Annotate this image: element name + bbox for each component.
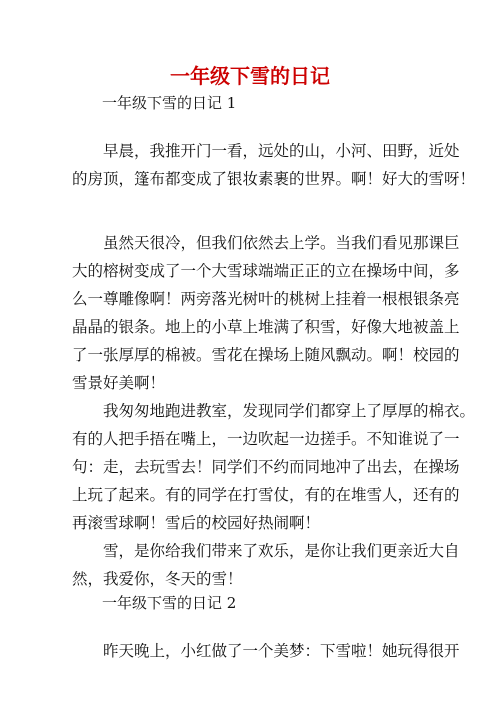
paragraph-line: 雪景好美啊！	[72, 374, 166, 392]
section-heading-2: 一年级下雪的日记 2	[102, 594, 237, 612]
paragraph-1	[72, 137, 476, 193]
paragraph-line: 有的人把手捂在嘴上，一边吹起一边搓手。不知谁说了一	[72, 430, 460, 448]
paragraph-2	[72, 229, 460, 397]
paragraph-line: 昨天晚上，小红做了一个美梦：下雪啦！她玩得很开	[103, 642, 460, 660]
paragraph-line: 我匆匆地跑进教室，发现同学们都穿上了厚厚的棉衣。	[103, 402, 476, 420]
paragraph-line: 再滚雪球啊！雪后的校园好热闹啊！	[72, 514, 321, 532]
section-heading-1: 一年级下雪的日记 1	[102, 94, 237, 112]
paragraph-line: 了一张厚厚的棉被。雪花在操场上随风飘动。啊！校园的	[72, 346, 460, 364]
paragraph-4	[72, 537, 460, 593]
paragraph-line: 早晨，我推开门一看，远处的山，小河、田野，近处	[103, 142, 460, 160]
paragraph-line: 虽然天很冷，但我们依然去上学。当我们看见那课巨	[103, 234, 460, 252]
paragraph-line: 么一尊雕像啊！两旁落光树叶的桃树上挂着一根根银条亮	[72, 290, 460, 308]
paragraph-line: 大的榕树变成了一个大雪球端端正正的立在操场中间，多	[72, 262, 460, 280]
paragraph-3	[72, 397, 476, 537]
paragraph-line: 雪，是你给我们带来了欢乐，是你让我们更亲近大自	[103, 542, 460, 560]
paragraph-line: 然，我爱你，冬天的雪！	[72, 570, 243, 588]
paragraph-line: 的房顶，篷布都变成了银妆素裹的世界。啊！好大的雪呀！	[72, 170, 476, 188]
document-title: 一年级下雪的日记	[170, 64, 330, 88]
paragraph-line: 晶晶的银条。地上的小草上堆满了积雪，好像大地被盖上	[72, 318, 460, 336]
paragraph-5	[72, 637, 460, 665]
paragraph-line: 句：走，去玩雪去！同学们不约而同地冲了出去，在操场	[72, 458, 460, 476]
paragraph-line: 上玩了起来。有的同学在打雪仗，有的在堆雪人，还有的	[72, 486, 460, 504]
